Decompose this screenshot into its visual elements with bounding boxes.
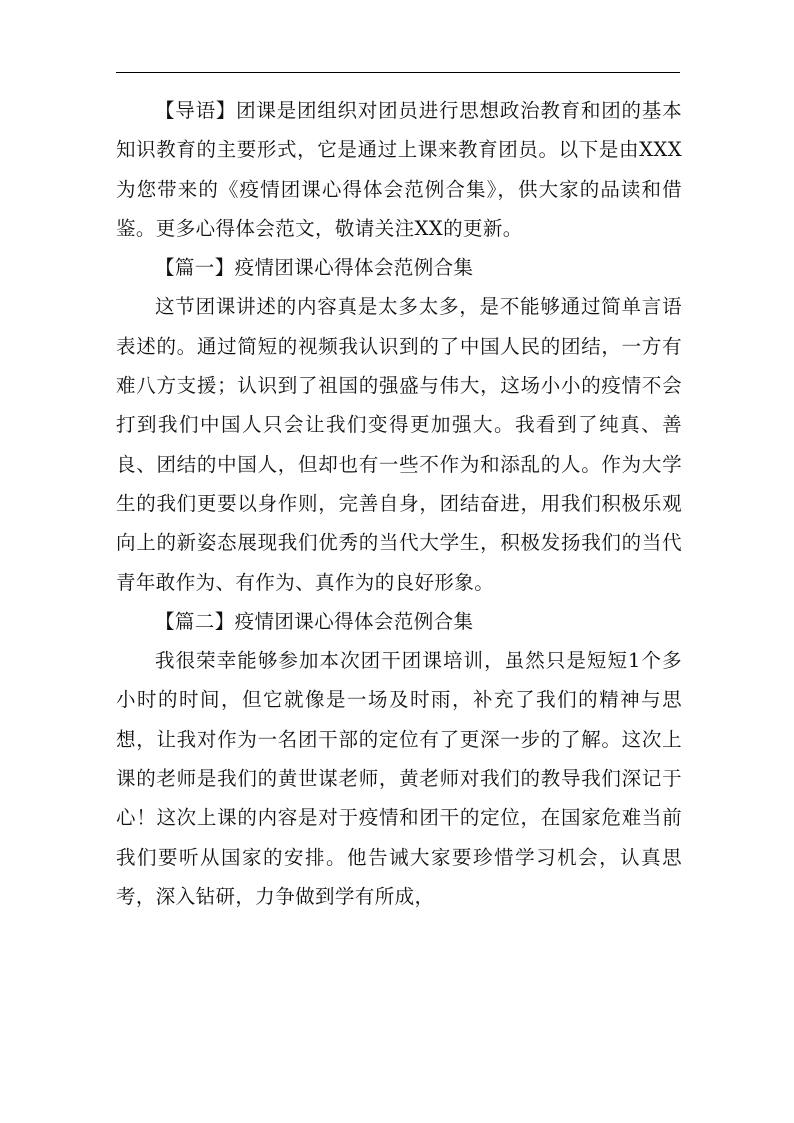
- section-two-heading: 【篇二】疫情团课心得体会范例合集: [155, 609, 474, 633]
- intro-paragraph: 【导语】团课是团组织对团员进行思想政治教育和团的基本知识教育的主要形式，它是通过上课来教育团员。以下是由XXX为您带来的《疫情团课心得体会范例合集》，供大家的品读和借鉴。更多心得体会范文，敬请关注XX的更新。: [116, 99, 682, 240]
- section-one-heading: 【篇一】疫情团课心得体会范例合集: [155, 256, 474, 280]
- section-one-body: 这节团课讲述的内容真是太多太多，是不能够通过简单言语表述的。通过简短的视频我认识到的了中国人民的团结，一方有难八方支援；认识到了祖国的强盛与伟大，这场小小的疫情不会打到我们中国人只会让我们变得更加强大。我看到了纯真、善良、团结的中国人，但却也有一些不作为和添乱的人。作为大学生的我们更要以身作则，完善自身，团结奋进，用我们积极乐观向上的新姿态展现我们优秀的当代大学生，积极发扬我们的当代青年敢作为、有作为、真作为的良好形象。: [116, 295, 682, 594]
- section-two-body: 我很荣幸能够参加本次团干团课培训，虽然只是短短1个多小时的时间，但它就像是一场及时雨，补充了我们的精神与思想，让我对作为一名团干部的定位有了更深一步的了解。这次上课的老师是我们的黄世谋老师，黄老师对我们的教导我们深记于心！这次上课的内容是对于疫情和团干的定位，在国家危难当前我们要听从国家的安排。他告诫大家要珍惜学习机会，认真思考，深入钻研，力争做到学有所成，: [116, 649, 682, 908]
- document-body: [116, 91, 682, 916]
- header-rule: [116, 72, 680, 73]
